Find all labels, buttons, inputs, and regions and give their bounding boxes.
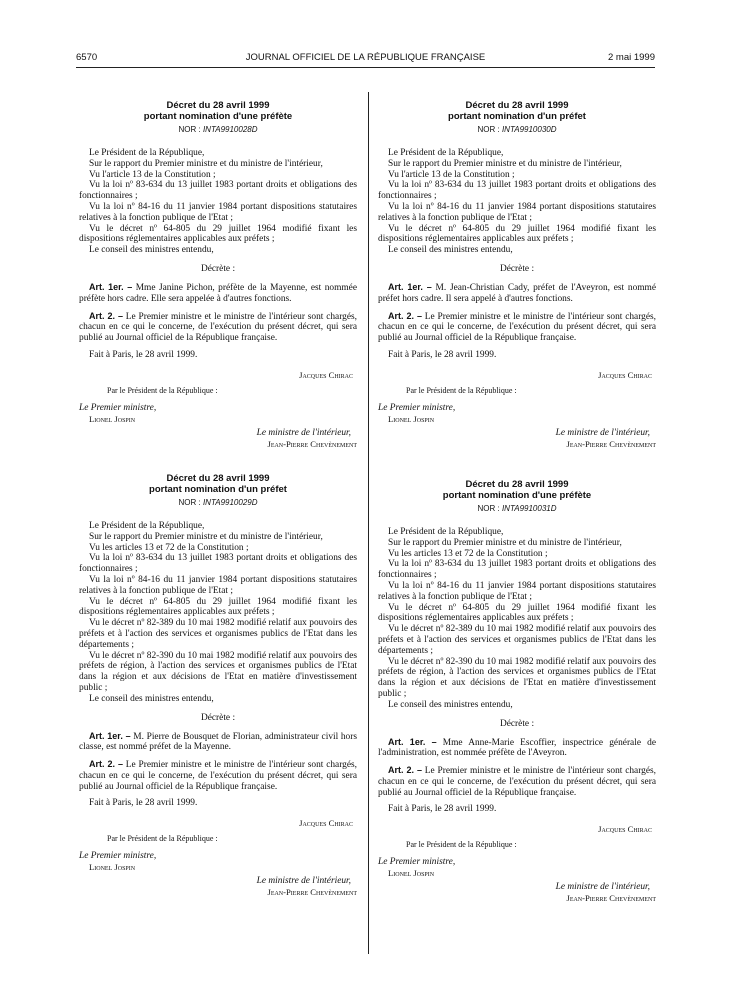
decree (79, 473, 357, 898)
prime-minister-name: Lionel Jospin (388, 868, 435, 879)
preamble-paragraph: Le Président de la République, (89, 148, 205, 158)
header-rule (76, 67, 655, 68)
article-label: Art. 1er. – (89, 730, 131, 741)
decree (378, 479, 656, 904)
preamble-paragraph: Vu la loi nº 83-634 du 13 juillet 1983 portant droits et obligations des fonctionnaires ; (79, 180, 357, 202)
president-signature: Jacques Chirac (598, 369, 652, 380)
minister-name: Jean-Pierre Chevènement (566, 438, 656, 449)
preamble-paragraph: Vu le décret nº 64-805 du 29 juillet 1964 modifié fixant les dispositions réglementaires applicables aux préfets ; (378, 602, 656, 624)
article-text: Le Premier ministre et le ministre de l'intérieur sont chargés, chacun en ce qui le concerne, de l'exécution du présent décret, qui sera publié au Journal officiel de la République française. (378, 766, 657, 798)
article-text: Le Premier ministre et le ministre de l'intérieur sont chargés, chacun en ce qui le concerne, de l'exécution du présent décret, qui sera publié au Journal officiel de la République française. (378, 311, 657, 344)
column-divider (368, 92, 369, 954)
nor-label: NOR : (477, 503, 502, 513)
decrete-heading: Décrète : (499, 263, 535, 274)
left-column (79, 100, 357, 897)
article-text: M. Pierre de Bousquet de Florian, administrateur civil hors classe, est nommé préfet de la Mayenne. (79, 731, 358, 753)
decree-subtitle: portant nomination d'un préfet (149, 483, 287, 495)
article-2 (378, 311, 656, 344)
article-label: Art. 2. – (388, 765, 422, 776)
preamble-paragraph: Vu le décret nº 82-389 du 10 mai 1982 modifié relatif aux pouvoirs des préfets et à l'action des services et organismes publics de l'Etat dans les départements ; (79, 618, 357, 650)
article-text: Mme Anne-Marie Escoffier, inspectrice générale de l'administration, est nommée préfète de l'Aveyron. (378, 737, 656, 759)
preamble-paragraph: Vu le décret nº 82-390 du 10 mai 1982 modifié relatif aux pouvoirs des préfets de région, à l'action des services et organismes publics de l'Etat dans la région et aux décisions de l'Etat en matière d'investissement public ; (79, 650, 357, 693)
article-text: Le Premier ministre et le ministre de l'intérieur sont chargés, chacun en ce qui le concerne, de l'exécution du présent décret, qui sera publié au Journal officiel de la République française. (79, 760, 358, 792)
preamble-paragraph: Vu la loi nº 84-16 du 11 janvier 1984 portant dispositions statutaires relatives à la fonction publique de l'Etat ; (79, 201, 357, 223)
preamble-paragraph: Vu le décret nº 64-805 du 29 juillet 1964 modifié fixant les dispositions réglementaires applicables aux préfets ; (378, 223, 656, 245)
decree-title: Décret du 28 avril 1999 (465, 478, 569, 490)
nor-label: NOR : (178, 497, 203, 507)
journal-title: JOURNAL OFFICIEL DE LA RÉPUBLIQUE FRANÇAISE (245, 52, 486, 63)
article-label: Art. 2. – (89, 310, 123, 321)
decree-title: Décret du 28 avril 1999 (166, 472, 270, 484)
decrete-heading: Décrète : (499, 718, 535, 729)
president-signature: Jacques Chirac (299, 369, 353, 380)
minister-title: Le ministre de l'intérieur, (555, 427, 650, 438)
page-number: 6570 (76, 52, 98, 63)
nor-label: NOR : (477, 125, 502, 134)
done-at: Fait à Paris, le 28 avril 1999. (388, 349, 497, 360)
preamble-paragraph: Vu l'article 13 de la Constitution ; (388, 169, 515, 180)
preamble-paragraph: Le Président de la République, (89, 520, 205, 531)
preamble-paragraph: Vu le décret nº 64-805 du 29 juillet 1964 modifié fixant les dispositions réglementaires applicables aux préfets ; (79, 223, 357, 245)
page-header (76, 52, 655, 66)
minister-name: Jean-Pierre Chevènement (267, 887, 357, 898)
decree-subtitle: portant nomination d'une préfète (143, 111, 293, 122)
article-2 (79, 311, 357, 344)
preamble-paragraph: Vu le décret nº 82-389 du 10 mai 1982 modifié relatif aux pouvoirs des préfets et à l'action des services et organismes publics de l'Etat dans les départements ; (378, 624, 656, 656)
article-label: Art. 1er. – (388, 281, 432, 292)
prime-minister-name: Lionel Jospin (89, 413, 136, 424)
decrete-heading: Décrète : (200, 712, 236, 723)
preamble-paragraph: Le conseil des ministres entendu, (388, 699, 513, 710)
preamble-paragraph: Vu les articles 13 et 72 de la Constitution ; (89, 542, 249, 553)
prime-minister-title: Le Premier ministre, (79, 402, 157, 413)
minister-name: Jean-Pierre Chevènement (566, 893, 656, 904)
preamble-paragraph: Vu le décret nº 82-390 du 10 mai 1982 modifié relatif aux pouvoirs des préfets de région, à l'action des services et organismes publics de l'Etat dans la région et aux décisions de l'Etat en matière d'investissement public ; (378, 656, 656, 699)
minister-name: Jean-Pierre Chevènement (267, 438, 357, 449)
nor-code: INTA9910029D (202, 497, 258, 507)
article-text: Mme Janine Pichon, préfète de la Mayenne, est nommée préfète hors cadre. Elle sera appelée à d'autres fonctions. (79, 282, 357, 304)
nor-code: INTA9910030D (501, 125, 557, 134)
preamble-paragraph: Le Président de la République, (388, 148, 504, 158)
preamble-paragraph: Vu la loi nº 84-16 du 11 janvier 1984 portant dispositions statutaires relatives à la fonction publique de l'Etat ; (378, 580, 656, 602)
nor-label: NOR : (178, 125, 203, 134)
decree-subtitle: portant nomination d'un préfet (448, 111, 586, 122)
nor-reference (378, 125, 656, 134)
preamble-paragraph: Le conseil des ministres entendu, (388, 245, 513, 256)
minister-title: Le ministre de l'intérieur, (555, 882, 650, 893)
article-label: Art. 1er. – (89, 281, 133, 292)
preamble-paragraph: Vu la loi nº 83-634 du 13 juillet 1983 portant droits et obligations des fonctionnaires ; (79, 553, 357, 575)
decree-title: Décret du 28 avril 1999 (166, 100, 270, 111)
preamble-paragraph: Sur le rapport du Premier ministre et du ministre de l'intérieur, (89, 158, 323, 169)
prime-minister-title: Le Premier ministre, (79, 851, 157, 862)
right-column (378, 100, 656, 903)
by-the-president: Par le Président de la République : (107, 834, 218, 844)
article-2 (378, 765, 656, 798)
preamble-paragraph: Le Président de la République, (388, 526, 504, 537)
decree (378, 100, 656, 449)
minister-title: Le ministre de l'intérieur, (256, 876, 351, 887)
article-1 (378, 282, 656, 305)
preamble-paragraph: Vu la loi nº 84-16 du 11 janvier 1984 portant dispositions statutaires relatives à la fonction publique de l'Etat ; (378, 201, 656, 223)
preamble-paragraph: Vu le décret nº 64-805 du 29 juillet 1964 modifié fixant les dispositions réglementaires applicables aux préfets ; (79, 596, 357, 618)
nor-reference (79, 498, 357, 507)
article-label: Art. 2. – (388, 310, 422, 321)
preamble-paragraph: Vu les articles 13 et 72 de la Constitution ; (388, 548, 548, 559)
president-signature: Jacques Chirac (299, 818, 353, 829)
done-at: Fait à Paris, le 28 avril 1999. (89, 349, 198, 360)
article-text: M. Jean-Christian Cady, préfet de l'Aveyron, est nommé préfet hors cadre. Il sera appelé à d'autres fonctions. (378, 282, 657, 304)
minister-title: Le ministre de l'intérieur, (256, 427, 351, 438)
preamble-paragraph: Vu la loi nº 83-634 du 13 juillet 1983 portant droits et obligations des fonctionnaires ; (378, 559, 656, 581)
decrete-heading: Décrète : (200, 263, 236, 274)
prime-minister-title: Le Premier ministre, (378, 857, 456, 868)
by-the-president: Par le Président de la République : (406, 385, 517, 395)
article-text: Le Premier ministre et le ministre de l'intérieur sont chargés, chacun en ce qui le concerne, de l'exécution du présent décret, qui sera publié au Journal officiel de la République française. (79, 311, 358, 344)
nor-code: INTA9910028D (202, 125, 258, 134)
by-the-president: Par le Président de la République : (107, 385, 218, 395)
prime-minister-name: Lionel Jospin (89, 862, 136, 873)
article-1 (79, 282, 357, 305)
president-signature: Jacques Chirac (598, 824, 652, 835)
decree (79, 100, 357, 449)
article-1 (378, 737, 656, 760)
preamble-paragraph: Vu la loi nº 84-16 du 11 janvier 1984 portant dispositions statutaires relatives à la fonction publique de l'Etat ; (79, 574, 357, 596)
preamble-paragraph: Sur le rapport du Premier ministre et du ministre de l'intérieur, (388, 537, 622, 548)
article-2 (79, 759, 357, 792)
nor-code: INTA9910031D (501, 503, 557, 513)
decree-subtitle: portant nomination d'une préfète (442, 489, 592, 501)
nor-reference (79, 125, 357, 134)
preamble-paragraph: Vu l'article 13 de la Constitution ; (89, 169, 216, 180)
preamble-paragraph: Vu la loi nº 83-634 du 13 juillet 1983 portant droits et obligations des fonctionnaires ; (378, 180, 656, 202)
article-1 (79, 731, 357, 754)
done-at: Fait à Paris, le 28 avril 1999. (388, 804, 497, 815)
issue-date: 2 mai 1999 (607, 52, 655, 63)
done-at: Fait à Paris, le 28 avril 1999. (89, 798, 198, 809)
by-the-president: Par le Président de la République : (406, 840, 517, 850)
decree-title: Décret du 28 avril 1999 (465, 100, 569, 111)
preamble-paragraph: Sur le rapport du Premier ministre et du ministre de l'intérieur, (388, 158, 622, 169)
preamble-paragraph: Le conseil des ministres entendu, (89, 245, 214, 256)
prime-minister-title: Le Premier ministre, (378, 402, 456, 413)
article-label: Art. 1er. – (388, 736, 437, 747)
prime-minister-name: Lionel Jospin (388, 413, 435, 424)
preamble-paragraph: Le conseil des ministres entendu, (89, 693, 214, 704)
nor-reference (378, 504, 656, 513)
article-label: Art. 2. – (89, 759, 123, 770)
preamble-paragraph: Sur le rapport du Premier ministre et du ministre de l'intérieur, (89, 531, 323, 542)
